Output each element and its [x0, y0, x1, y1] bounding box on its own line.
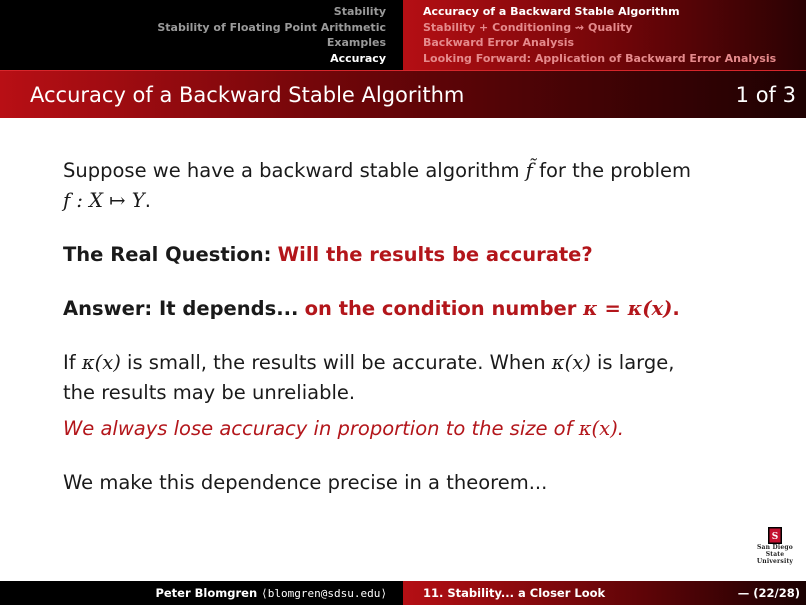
premise-text: Suppose we have a backward stable algorithm: [63, 159, 526, 182]
paragraph-premise: [63, 156, 763, 216]
kappa-x-2: κ(x): [551, 351, 591, 374]
kappa-x-1: κ(x): [81, 351, 121, 374]
paragraph-answer: [63, 294, 763, 324]
nav-section-floating-point[interactable]: Stability of Floating Point Arithmetic: [157, 20, 386, 34]
paragraph-question: [63, 240, 763, 270]
question-text: Will the results be accurate?: [277, 243, 593, 266]
university-logo: [748, 527, 802, 567]
nav-subsection-backward-error-analysis[interactable]: Backward Error Analysis: [423, 36, 575, 50]
lecture-title[interactable]: 11. Stability... a Closer Look: [423, 586, 606, 600]
kappa-x-3: κ(x): [578, 417, 618, 440]
premise-period: .: [144, 189, 151, 212]
svg-text:S: S: [771, 532, 779, 542]
paragraph-conclusion: We make this dependence precise in a theorem...: [63, 471, 548, 494]
f-tilde-symbol: f̃: [525, 159, 533, 182]
paragraph-emphasis: [63, 414, 763, 444]
problem-mapping: f : X ↦ Y: [63, 189, 145, 212]
footer-lecture-block: [403, 581, 806, 605]
slide-title: Accuracy of a Backward Stable Algorithm: [30, 82, 465, 107]
explanation-text-1: If: [63, 351, 82, 374]
answer-label: Answer: It depends...: [63, 297, 299, 320]
slide-body: [63, 156, 763, 498]
page-number: — (22/28): [737, 586, 800, 600]
nav-subsection-looking-forward[interactable]: Looking Forward: Application of Backward Error Analysis: [423, 51, 777, 65]
answer-text: on the condition number: [304, 297, 584, 320]
section-navigation: [0, 0, 403, 70]
slide-counter: 1 of 3: [735, 82, 796, 107]
footer-author-block: [0, 581, 403, 605]
logo-line-1: San Diego State: [757, 544, 793, 558]
nav-section-accuracy[interactable]: Accuracy: [330, 51, 386, 65]
footer: [0, 581, 806, 605]
explanation-text-3: is large,: [590, 351, 675, 374]
emphasis-period: .: [617, 417, 624, 440]
premise-text-cont: for the problem: [532, 159, 691, 182]
nav-section-examples[interactable]: Examples: [326, 36, 386, 50]
author-name: Peter Blomgren: [155, 586, 258, 600]
nav-subsection-stability-conditioning[interactable]: Stability + Conditioning ⇝ Quality: [423, 20, 633, 34]
slide-title-bar: [0, 70, 806, 118]
paragraph-explanation: [63, 348, 763, 408]
sdsu-shield-icon: [768, 527, 782, 544]
emphasis-text: We always lose accuracy in proportion to the size of: [63, 417, 579, 440]
nav-subsection-accuracy-backward-stable[interactable]: Accuracy of a Backward Stable Algorithm: [423, 5, 680, 18]
question-label: The Real Question:: [63, 243, 272, 266]
answer-period: .: [672, 297, 680, 320]
logo-line-2: University: [756, 558, 794, 565]
author-email[interactable]: ⟨blomgren@sdsu.edu⟩: [261, 586, 387, 600]
condition-number-formula: κ = κ(x): [583, 297, 673, 320]
subsection-navigation: [403, 0, 806, 70]
explanation-text-4: the results may be unreliable.: [63, 381, 356, 404]
top-navigation: [0, 0, 806, 70]
explanation-text-2: is small, the results will be accurate. When: [120, 351, 552, 374]
nav-section-stability[interactable]: Stability: [333, 5, 386, 18]
